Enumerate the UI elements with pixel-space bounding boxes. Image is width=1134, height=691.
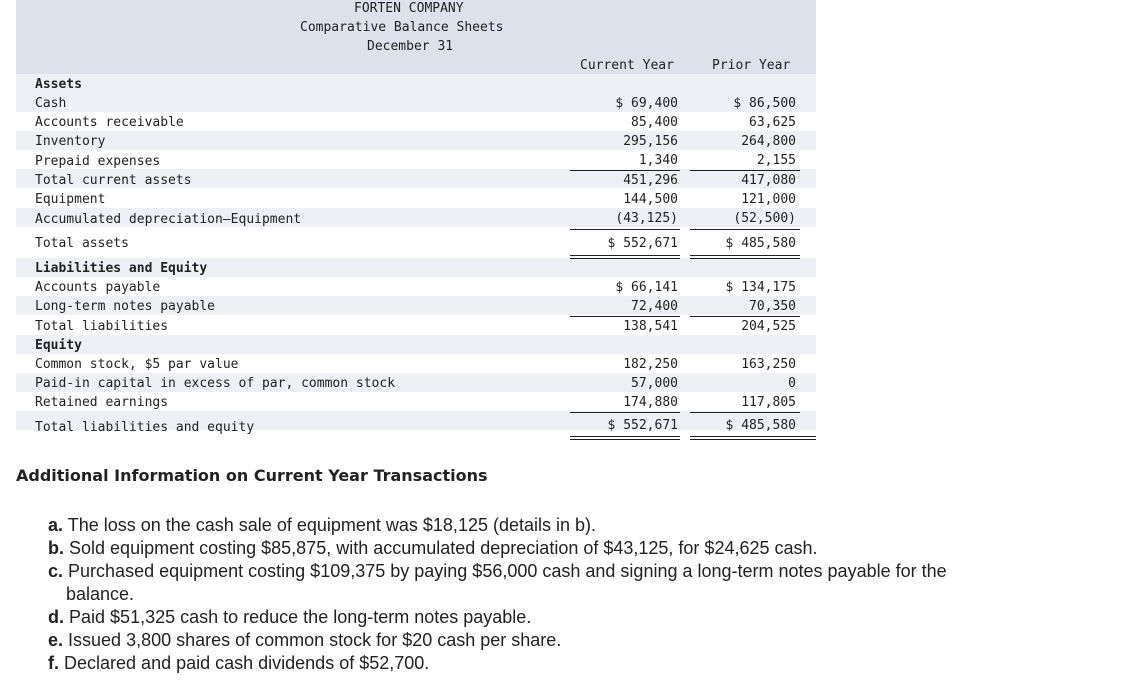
info-item-b (48, 537, 818, 559)
info-letter: c. (48, 561, 64, 581)
company-name: FORTEN COMPANY (354, 1, 464, 16)
equipment-current: 144,500 (623, 192, 678, 207)
info-text: balance. (66, 584, 135, 604)
cash-current: $ 69,400 (615, 96, 678, 111)
cash-prior: $ 86,500 (733, 96, 796, 111)
subtotal-rule (690, 170, 800, 171)
double-rule (690, 439, 816, 440)
row-label-accounts-payable: Accounts payable (35, 280, 161, 295)
row-label-prepaid-expenses: Prepaid expenses (35, 154, 161, 169)
row-label-accounts-receivable: Accounts receivable (35, 115, 184, 130)
subtotal-rule (570, 412, 680, 413)
row-label-long-term-notes: Long-term notes payable (35, 299, 216, 314)
inventory-prior: 264,800 (741, 134, 796, 149)
info-letter: b. (48, 538, 64, 558)
subtotal-rule (690, 316, 800, 317)
subtotal-rule (690, 412, 800, 413)
ltnp-prior: 70,350 (749, 299, 796, 314)
subtotal-rule (690, 229, 800, 230)
tle-current: $ 552,671 (607, 418, 678, 433)
equity-heading: Equity (35, 338, 82, 353)
subtotal-rule (570, 316, 680, 317)
pic-prior: 0 (788, 376, 796, 391)
info-text: Declared and paid cash dividends of $52,700. (64, 653, 430, 673)
info-letter: d. (48, 607, 64, 627)
row-label-paid-in-capital: Paid-in capital in excess of par, common stock (35, 376, 396, 391)
row-band (16, 74, 816, 93)
row-label-total-liabilities-equity: Total liabilities and equity (35, 420, 255, 435)
info-text: Issued 3,800 shares of common stock for $20 cash per share. (68, 630, 562, 650)
liabilities-heading: Liabilities and Equity (35, 261, 208, 276)
row-label-inventory: Inventory (35, 134, 106, 149)
tl-current: 138,541 (623, 319, 678, 334)
row-label-accumulated-depreciation: Accumulated depreciation—Equipment (35, 212, 302, 227)
info-text: Purchased equipment costing $109,375 by paying $56,000 cash and signing a long-term notes payable for the (68, 561, 947, 581)
double-rule (570, 439, 680, 440)
cs-prior: 163,250 (741, 357, 796, 372)
tca-prior: 417,080 (741, 173, 796, 188)
statement-title: Comparative Balance Sheets (300, 20, 504, 35)
info-item-e (48, 629, 561, 651)
subtotal-rule (570, 229, 680, 230)
ap-current: $ 66,141 (615, 280, 678, 295)
info-item-c (48, 560, 947, 582)
info-letter: a. (48, 515, 64, 535)
re-prior: 117,805 (741, 395, 796, 410)
row-band (16, 335, 816, 354)
row-label-total-assets: Total assets (35, 236, 129, 251)
info-letter: f. (48, 653, 59, 673)
ap-prior: $ 134,175 (725, 280, 796, 295)
info-letter: e. (48, 630, 64, 650)
info-item-f (48, 652, 429, 674)
prepaid-prior: 2,155 (756, 153, 796, 168)
double-rule (570, 255, 680, 256)
double-rule (570, 436, 680, 437)
accum-dep-current: (43,125) (615, 211, 678, 226)
ar-current: 85,400 (631, 115, 678, 130)
tca-current: 451,296 (623, 173, 678, 188)
inventory-current: 295,156 (623, 134, 678, 149)
ar-prior: 63,625 (749, 115, 796, 130)
info-item-d (48, 606, 531, 628)
row-label-common-stock: Common stock, $5 par value (35, 357, 239, 372)
assets-heading: Assets (35, 77, 82, 92)
total-assets-prior: $ 485,580 (725, 236, 796, 251)
accum-dep-prior: (52,500) (733, 211, 796, 226)
re-current: 174,880 (623, 395, 678, 410)
double-rule (570, 258, 680, 259)
column-header-prior: Prior Year (712, 58, 791, 73)
double-rule (690, 436, 816, 437)
additional-info-title: Additional Information on Current Year Transactions (16, 466, 488, 485)
subtotal-rule (570, 170, 680, 171)
row-label-equipment: Equipment (35, 192, 106, 207)
tl-prior: 204,525 (741, 319, 796, 334)
pic-current: 57,000 (631, 376, 678, 391)
ltnp-current: 72,400 (631, 299, 678, 314)
row-label-total-liabilities: Total liabilities (35, 319, 169, 334)
info-text: Paid $51,325 cash to reduce the long-term notes payable. (69, 607, 532, 627)
row-label-total-current-assets: Total current assets (35, 173, 192, 188)
equipment-prior: 121,000 (741, 192, 796, 207)
statement-date: December 31 (367, 39, 454, 54)
column-header-current: Current Year (580, 58, 674, 73)
double-rule (690, 255, 800, 256)
info-text: Sold equipment costing $85,875, with accumulated depreciation of $43,125, for $24,625 cash. (69, 538, 818, 558)
cs-current: 182,250 (623, 357, 678, 372)
double-rule (690, 258, 800, 259)
tle-prior: $ 485,580 (725, 418, 796, 433)
prepaid-current: 1,340 (638, 153, 678, 168)
row-label-cash: Cash (35, 96, 67, 111)
total-assets-current: $ 552,671 (607, 236, 678, 251)
row-label-retained-earnings: Retained earnings (35, 395, 169, 410)
info-item-a (48, 514, 596, 536)
info-item-c-continued (66, 583, 134, 605)
info-text: The loss on the cash sale of equipment was $18,125 (details in b). (67, 515, 597, 535)
